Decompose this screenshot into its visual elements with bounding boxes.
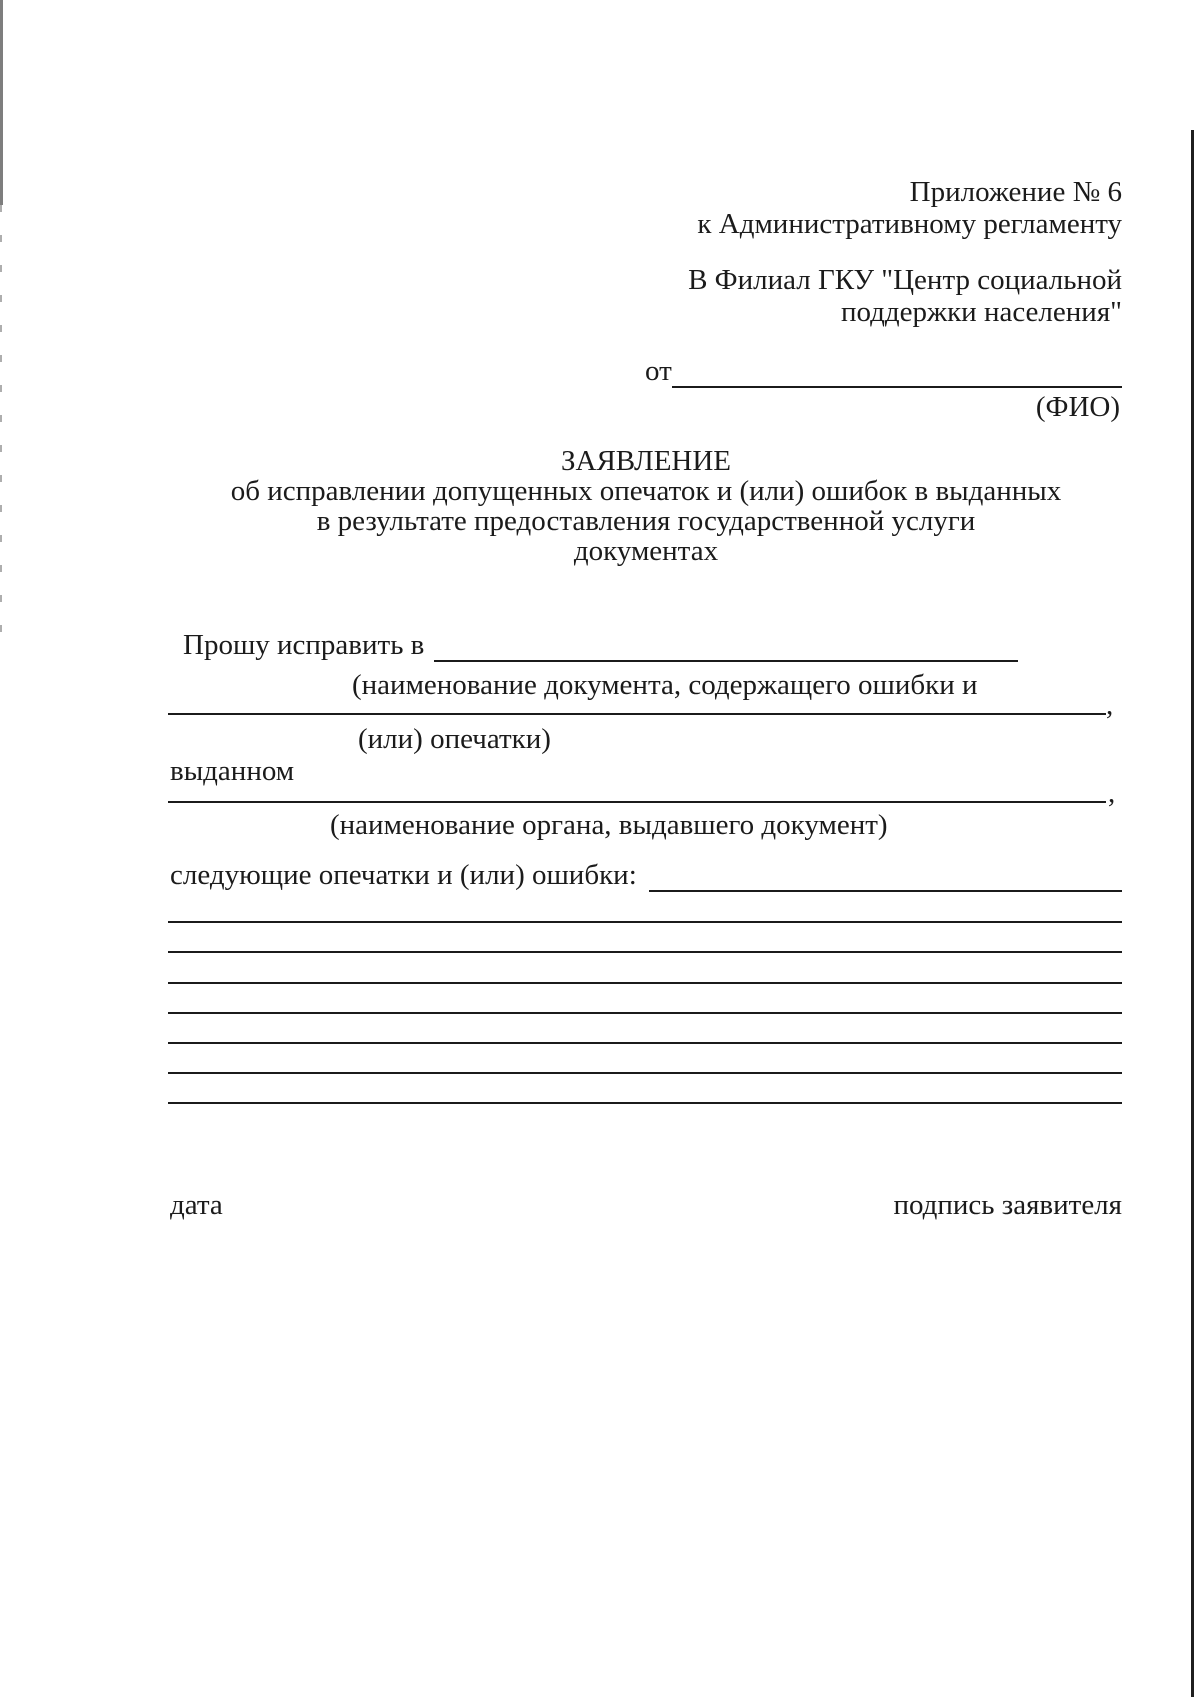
date-label: дата <box>170 1189 223 1221</box>
from-label: от <box>645 355 672 387</box>
addressee-line-2: поддержки населения" <box>840 296 1122 328</box>
document-name-fill-line-1 <box>434 630 1018 662</box>
signature-label: подпись заявителя <box>893 1189 1122 1221</box>
errors-lead-label: следующие опечатки и (или) ошибки: <box>170 859 637 891</box>
errors-line <box>170 859 1122 892</box>
issued-word: выданном <box>170 755 295 787</box>
from-line <box>645 355 1122 388</box>
errors-blank-line-3 <box>168 982 1122 984</box>
scan-artifact-left-edge <box>0 0 3 205</box>
errors-blank-line-1 <box>168 921 1122 923</box>
fio-hint: (ФИО) <box>1035 391 1120 423</box>
appendix-line-2: к Административному регламенту <box>697 208 1122 240</box>
document-name-fill-line-2 <box>168 713 1106 715</box>
authority-fill-line <box>168 801 1106 803</box>
errors-blank-line-5 <box>168 1042 1122 1044</box>
request-line <box>183 629 1018 662</box>
title-subline-3: документах <box>573 535 719 567</box>
request-lead-label: Прошу исправить в <box>183 629 425 661</box>
title-subline-1: об исправлении допущенных опечаток и (или) ошибок в выданных <box>230 475 1062 507</box>
appendix-header <box>697 176 1122 240</box>
fio-fill-line <box>672 356 1122 388</box>
appendix-line-1: Приложение № 6 <box>909 176 1122 208</box>
errors-blank-line-7 <box>168 1102 1122 1104</box>
scan-artifact-right-edge <box>1191 130 1194 1697</box>
authority-hint: (наименование органа, выдавшего документ) <box>330 809 888 841</box>
document-name-hint-line-2: (или) опечатки) <box>358 723 551 755</box>
errors-blank-line-6 <box>168 1072 1122 1074</box>
errors-blank-line-4 <box>168 1012 1122 1014</box>
document-title: ЗАЯВЛЕНИЕ <box>560 445 732 477</box>
errors-fill-line <box>649 860 1122 892</box>
comma-after-line-2: , <box>1108 777 1116 809</box>
title-subline-2: в результате предоставления государственной услуги <box>316 505 976 537</box>
scan-artifact-left-edge-dashes <box>0 205 2 645</box>
document-name-hint-line-1: (наименование документа, содержащего ошибки и <box>352 669 978 701</box>
title-block <box>170 446 1122 566</box>
addressee-block <box>688 264 1122 328</box>
addressee-line-1: В Филиал ГКУ "Центр социальной <box>688 264 1122 296</box>
errors-blank-line-2 <box>168 951 1122 953</box>
comma-after-line-1: , <box>1106 689 1114 721</box>
